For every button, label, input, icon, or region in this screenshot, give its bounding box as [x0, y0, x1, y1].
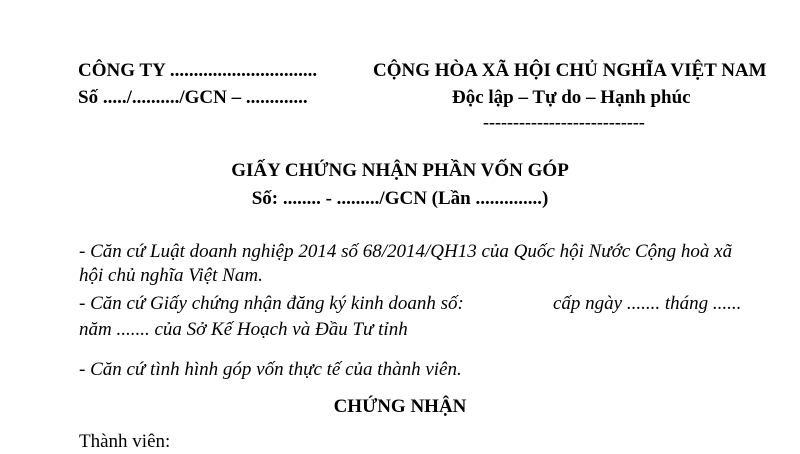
clause-enterprise-law-line-2: hội chủ nghĩa Việt Nam.: [79, 265, 263, 286]
clause-enterprise-law-line-1: - Căn cứ Luật doanh nghiệp 2014 số 68/2014/QH13 của Quốc hội Nước Cộng hoà xã: [79, 241, 733, 262]
national-title: CỘNG HÒA XÃ HỘI CHỦ NGHĨA VIỆT NAM: [373, 60, 767, 81]
member-label: Thành viên:: [79, 431, 171, 452]
document-number: Số: ........ - ........./GCN (Lần ..............): [251, 188, 549, 209]
company-document-number: Số ...../........../GCN – .............: [78, 87, 308, 108]
clause-business-registration: - Căn cứ Giấy chứng nhận đăng ký kinh doanh số:: [79, 293, 464, 314]
national-motto: Độc lập – Tự do – Hạnh phúc: [452, 87, 691, 108]
certify-heading: CHỨNG NHẬN: [333, 396, 467, 417]
clause-issue-date: cấp ngày ....... tháng ......: [553, 293, 742, 314]
clause-capital-contribution: - Căn cứ tình hình góp vốn thực tế của thành viên.: [79, 359, 462, 380]
document-title: GIẤY CHỨNG NHẬN PHẦN VỐN GÓP: [231, 160, 569, 181]
company-name-line: CÔNG TY ...............................: [78, 60, 318, 81]
clause-business-registration-line-2: năm ....... của Sở Kế Hoạch và Đầu Tư tỉnh: [79, 319, 408, 340]
motto-divider: ---------------------------: [483, 112, 645, 132]
